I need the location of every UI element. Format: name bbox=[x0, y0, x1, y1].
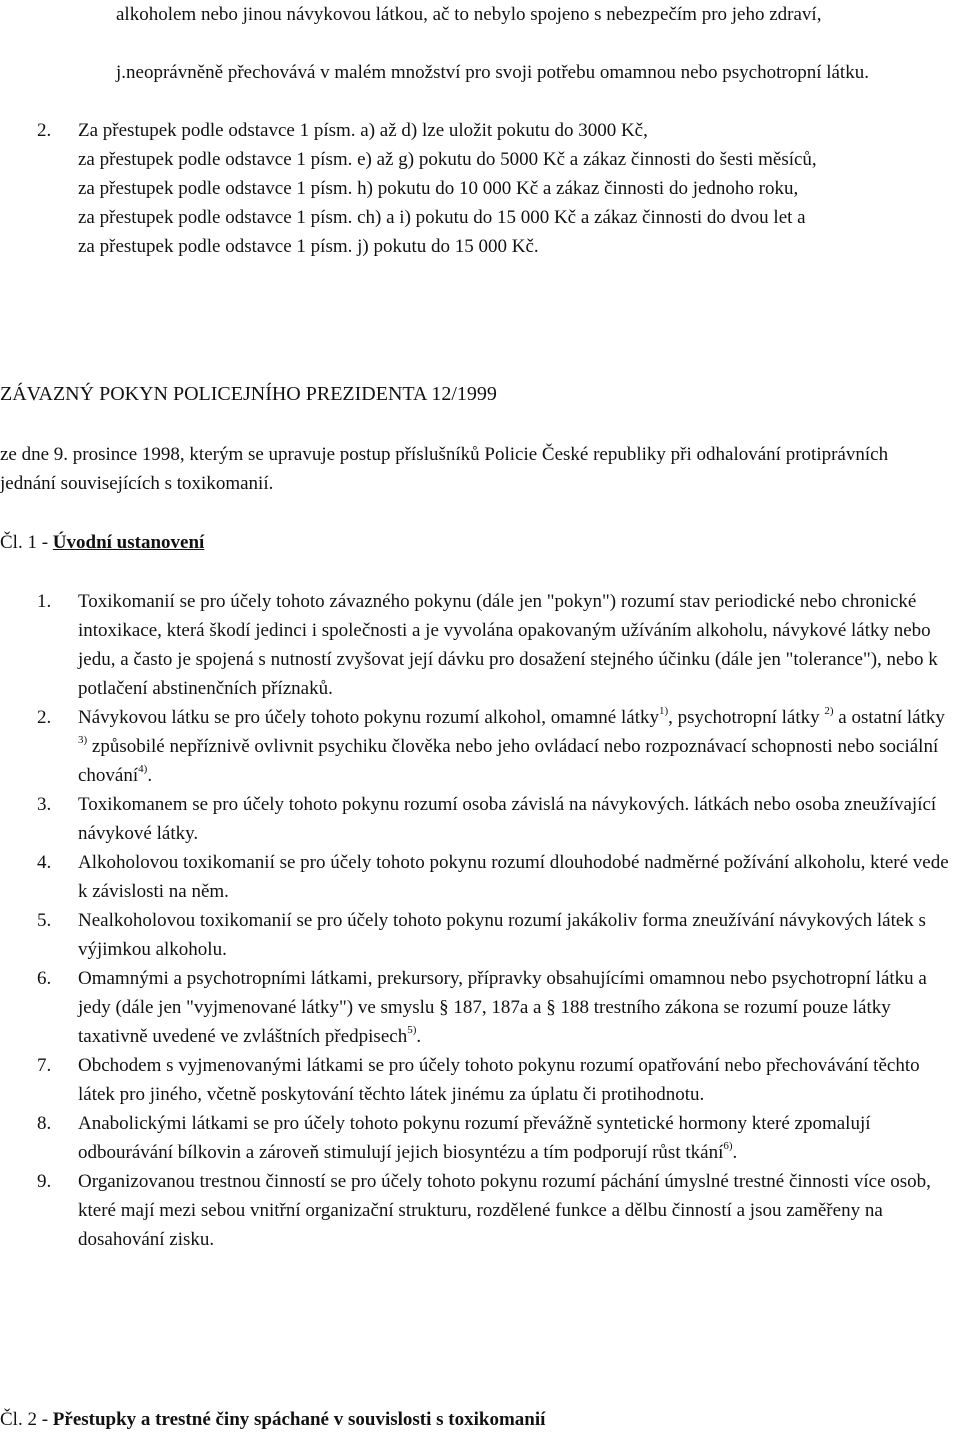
definition-item bbox=[0, 906, 960, 964]
article-2-prefix: Čl. 2 - bbox=[0, 1409, 53, 1430]
definition-number: 2. bbox=[37, 707, 52, 728]
definition-item bbox=[0, 848, 960, 906]
definition-number: 1. bbox=[37, 591, 52, 612]
penalty-line: za přestupek podle odstavce 1 písm. e) až g) pokutu do 5000 Kč a zákaz činnosti do šesti měsíců, bbox=[78, 149, 817, 170]
definition-text-part: způsobilé nepříznivě ovlivnit psychiku člověka nebo jeho ovládací nebo rozpoznávací schopnosti nebo sociální chování bbox=[78, 736, 939, 786]
article-1-title: Úvodní ustanovení bbox=[52, 532, 205, 553]
definition-text: Nealkoholovou toxikomanií se pro účely tohoto pokynu rozumí jakákoliv forma zneužívání návykových látek s výjimkou alkoholu. bbox=[78, 910, 926, 960]
definition-text-part: , psychotropní látky bbox=[668, 707, 825, 728]
intro-paragraph: ze dne 9. prosince 1998, kterým se upravuje postup příslušníků Policie České republiky při odhalování protiprávních jednání souvisejících s toxikomanií. bbox=[0, 444, 889, 494]
definition-text: Organizovanou trestnou činností se pro účely tohoto pokynu rozumí páchání úmyslné trestné činnosti více osob, které mají mezi sebou vnitřní organizační strukturu, rozdělené funkce a dělbu činností a jsou zaměřeny na dosahování zisku. bbox=[78, 1171, 931, 1250]
definition-number: 4. bbox=[37, 852, 52, 873]
penalties-number: 2. bbox=[37, 120, 52, 141]
penalty-line: Za přestupek podle odstavce 1 písm. a) až d) lze uložit pokutu do 3000 Kč, bbox=[78, 120, 648, 141]
definition-text-part: Anabolickými látkami se pro účely tohoto pokynu rozumí převážně syntetické hormony které zpomalují odbourávání bílkovin a zároveň stimulují jejich biosyntézu a tím podporují růst tkání bbox=[78, 1113, 871, 1163]
definition-text: Toxikomanií se pro účely tohoto závazného pokynu (dále jen "pokyn") rozumí stav periodické nebo chronické intoxikace, která škodí jedinci i společnosti a je vyvolána opakovaným užíváním alkoholu, návykové látky nebo jedu, a často je spojená s nutností zvyšovat její dávku pro dosažení stejného účinku (dále jen "tolerance"), nebo k potlačení abstinenčních příznaků. bbox=[78, 591, 938, 699]
definition-number: 6. bbox=[37, 968, 52, 989]
definition-number: 9. bbox=[37, 1171, 52, 1192]
penalty-line: za přestupek podle odstavce 1 písm. ch) a i) pokutu do 15 000 Kč a zákaz činnosti do dvou let a bbox=[78, 207, 806, 228]
definition-number: 5. bbox=[37, 910, 52, 931]
definition-item bbox=[0, 1109, 960, 1167]
footnote-ref: 2) bbox=[824, 704, 834, 717]
definition-text-part: . bbox=[147, 765, 153, 786]
footnote-ref: 4) bbox=[138, 762, 148, 775]
definition-text-part: Omamnými a psychotropními látkami, prekursory, přípravky obsahujícími omamnou nebo psychotropní látku a jedy (dále jen "vyjmenované látky") ve smyslu § 187, 187a a § 188 trestního zákona se rozumí pouze látky taxativně uvedené ve zvláštních předpisech bbox=[78, 968, 927, 1047]
penalty-line: za přestupek podle odstavce 1 písm. h) pokutu do 10 000 Kč a zákaz činnosti do jednoho roku, bbox=[78, 178, 799, 199]
continuation-line-1: alkoholem nebo jinou návykovou látkou, ač to nebylo spojeno s nebezpečím pro jeho zdraví, bbox=[116, 4, 822, 25]
definition-text-part: . bbox=[416, 1026, 422, 1047]
footnote-ref: 1) bbox=[658, 704, 669, 717]
definition-text-part: Návykovou látku se pro účely tohoto pokynu rozumí alkohol, omamné látky bbox=[78, 707, 659, 728]
footnote-ref: 5) bbox=[407, 1023, 417, 1036]
definition-item bbox=[0, 587, 960, 703]
definition-item bbox=[0, 1051, 960, 1109]
definition-text-part: . bbox=[732, 1142, 738, 1163]
document-heading: ZÁVAZNÝ POKYN POLICEJNÍHO PREZIDENTA 12/1999 bbox=[0, 383, 497, 405]
definition-text: Alkoholovou toxikomanií se pro účely tohoto pokynu rozumí dlouhodobé nadměrné požívání alkoholu, které vede k závislosti na něm. bbox=[78, 852, 949, 902]
definition-text bbox=[78, 703, 954, 790]
definition-text-part: a ostatní látky bbox=[833, 707, 945, 728]
definition-item bbox=[0, 1167, 960, 1254]
article-2-heading bbox=[0, 1405, 545, 1434]
continuation-line-2: j.neoprávněně přechovává v malém množství pro svoji potřebu omamnou nebo psychotropní látku. bbox=[116, 62, 869, 83]
definition-number: 7. bbox=[37, 1055, 52, 1076]
footnote-ref: 3) bbox=[78, 733, 88, 746]
definition-text bbox=[78, 1109, 954, 1167]
article-2-title: Přestupky a trestné činy spáchané v souvislosti s toxikomanií bbox=[52, 1409, 546, 1430]
definition-text: Obchodem s vyjmenovanými látkami se pro účely tohoto pokynu rozumí opatřování nebo přechovávání těchto látek pro jiného, včetně poskytování těchto látek jinému za úplatu či protihodnotu. bbox=[78, 1055, 920, 1105]
definition-text bbox=[78, 964, 954, 1051]
definition-item bbox=[0, 964, 960, 1051]
definitions-list bbox=[0, 587, 960, 1254]
article-1-prefix: Čl. 1 - bbox=[0, 532, 53, 553]
article-1-heading bbox=[0, 528, 204, 557]
penalty-line: za přestupek podle odstavce 1 písm. j) pokutu do 15 000 Kč. bbox=[78, 236, 539, 257]
definition-item bbox=[0, 790, 960, 848]
definition-number: 3. bbox=[37, 794, 52, 815]
definition-number: 8. bbox=[37, 1113, 52, 1134]
definition-item bbox=[0, 703, 960, 790]
penalties-paragraph bbox=[78, 116, 948, 261]
footnote-ref: 6) bbox=[723, 1139, 733, 1152]
definition-text: Toxikomanem se pro účely tohoto pokynu rozumí osoba závislá na návykových. látkách nebo osoba zneužívající návykové látky. bbox=[78, 794, 937, 844]
